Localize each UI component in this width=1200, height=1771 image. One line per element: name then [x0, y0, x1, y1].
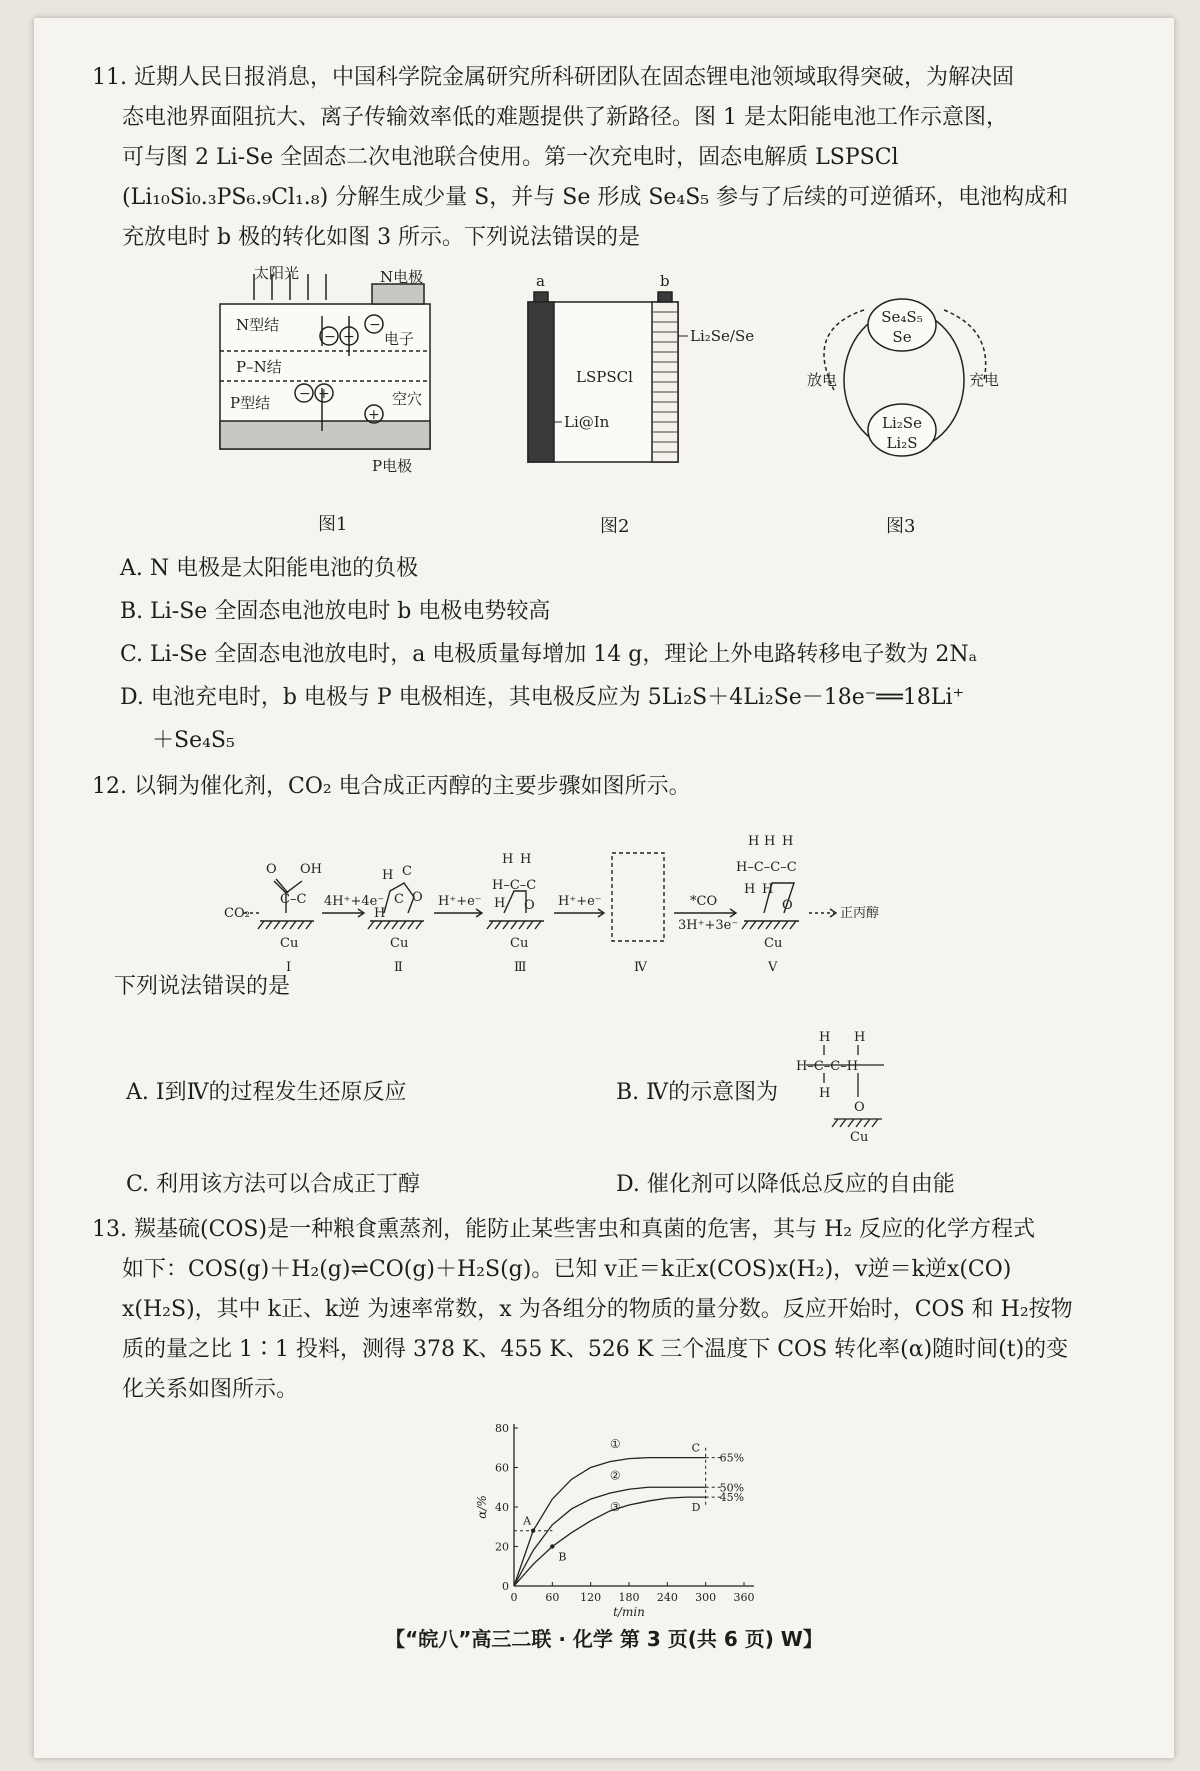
q12-reaction-scheme [224, 813, 1004, 983]
svg-text:H: H [782, 834, 794, 849]
fig2-a-label: a [536, 272, 545, 290]
x-tick-label: 300 [695, 1591, 717, 1604]
q12-option-c: C. 利用该方法可以合成正丁醇 [126, 1172, 421, 1197]
figure-2-caption: 图2 [600, 516, 630, 537]
svg-text:−: − [369, 317, 381, 333]
svg-text:H: H [494, 896, 506, 911]
annotation-point [550, 1544, 554, 1548]
q13-line: 如下：COS(g)＋H₂(g)⇌CO(g)＋H₂S(g)。已知 v正＝k正x(COS)x(H₂)，v逆＝k逆x(CO) [122, 1257, 1012, 1282]
y-axis-label: α/% [475, 1495, 489, 1519]
x-tick-label: 120 [580, 1591, 602, 1604]
fig1-n-electrode-label: N电极 [380, 268, 424, 286]
fig1-n-type-label: N型结 [236, 316, 280, 334]
series-label: ② [609, 1468, 621, 1483]
page-footer: 【“皖八”高三二联 · 化学 第 3 页(共 6 页) W】 [385, 1627, 823, 1651]
q12-label-v: Ⅴ [768, 960, 778, 975]
q12-cu-label: Cu [280, 936, 299, 951]
svg-text:H: H [520, 852, 532, 867]
exam-page [34, 18, 1174, 1758]
fig2-liin-label: Li@In [564, 413, 610, 431]
svg-text:H: H [744, 882, 756, 897]
svg-text:H: H [502, 852, 514, 867]
svg-text:−: − [324, 329, 336, 345]
x-tick-label: 360 [733, 1591, 755, 1604]
svg-text:+: + [318, 386, 330, 402]
q11-line: 态电池界面阻抗大、离子传输效率低的难题提供了新路径。图 1 是太阳能电池工作示意图， [122, 105, 1008, 130]
q12-option-a: A. Ⅰ到Ⅳ的过程发生还原反应 [126, 1080, 407, 1105]
svg-text:H: H [374, 906, 386, 921]
fig1-hole-label: 空穴 [392, 390, 423, 408]
q11-option-d-cont: ＋Se₄S₅ [152, 728, 235, 753]
q12-cu-label: Cu [510, 936, 529, 951]
svg-text:C: C [394, 892, 404, 907]
q11-line: 可与图 2 Li-Se 全固态二次电池联合使用。第一次充电时，固态电解质 LSPSCl [122, 145, 899, 170]
annotation-label: 50% [719, 1481, 745, 1495]
fig2-lspscl-label: LSPSCl [576, 368, 633, 386]
x-tick-label: 0 [510, 1591, 518, 1604]
svg-text:O: O [412, 890, 423, 905]
q12-step4a-label: *CO [690, 894, 718, 909]
svg-text:H: H [762, 882, 774, 897]
q12-step1-label: 4H⁺+4e⁻ [324, 894, 385, 909]
fig1-pn-label: P–N结 [236, 358, 282, 376]
svg-text:H–C–C–H: H–C–C–H [796, 1059, 859, 1074]
fig2-li2se-label: Li₂Se/Se [690, 327, 755, 345]
fig1-p-type-label: P型结 [230, 394, 271, 412]
q11-option-a: A. N 电极是太阳能电池的负极 [120, 556, 419, 581]
y-tick-label: 60 [495, 1461, 509, 1475]
q12-product-label: 正丙醇 [840, 906, 880, 921]
question-11-stem [92, 58, 1152, 258]
svg-text:C–C: C–C [280, 892, 307, 907]
q12-option-b: B. Ⅳ的示意图为 [616, 1080, 779, 1105]
fig3-discharge-label: 放电 [806, 371, 838, 389]
annotation-label: A [523, 1514, 532, 1528]
q12-step3-label: H⁺+e⁻ [558, 894, 602, 909]
y-tick-label: 40 [495, 1501, 509, 1514]
x-tick-label: 240 [656, 1591, 678, 1604]
series-label: ① [609, 1436, 621, 1451]
q12-label-iv: Ⅳ [634, 960, 647, 975]
svg-text:−: − [299, 386, 311, 402]
annotation-label: D [691, 1501, 701, 1515]
q12-option-d: D. 催化剂可以降低总反应的自由能 [616, 1172, 955, 1197]
fig3-li2se-label: Li₂Se [882, 414, 922, 432]
q11-line: 充放电时 b 极的转化如图 3 所示。下列说法错误的是 [122, 225, 641, 250]
q13-line: 质的量之比 1∶1 投料，测得 378 K、455 K、526 K 三个温度下 COS 转化率(α)随时间(t)的变 [122, 1337, 1069, 1362]
q11-line: (Li₁₀Si₀.₃PS₆.₉Cl₁.₈) 分解生成少量 S，并与 Se 形成 Se₄S₅ 参与了后续的可逆循环，电池构成和 [122, 185, 1069, 210]
q12-label-i: Ⅰ [286, 960, 292, 975]
svg-text:H–C–C–C: H–C–C–C [736, 860, 797, 875]
svg-text:H: H [764, 834, 776, 849]
x-tick-label: 180 [618, 1591, 640, 1604]
fig3-charge-label: 充电 [968, 371, 1000, 389]
figure-3-cycle [794, 270, 1014, 500]
fig1-p-electrode-label: P电极 [372, 457, 413, 475]
question-12-stem: 12. 以铜为催化剂，CO₂ 电合成正丙醇的主要步骤如图所示。 [92, 774, 691, 799]
fig1-sunlight-label: 太阳光 [254, 266, 300, 282]
q12-option-b-structure [794, 1023, 924, 1143]
q12-prompt: 下列说法错误的是 [114, 974, 291, 999]
svg-text:Cu: Cu [850, 1130, 869, 1143]
svg-text:+: + [368, 407, 380, 423]
q12-label-ii: Ⅱ [394, 960, 403, 975]
figure-1-solar-cell [214, 266, 459, 481]
q11-option-c: C. Li-Se 全固态电池放电时，a 电极质量每增加 14 g，理论上外电路转移电子数为 2Nₐ [120, 642, 978, 667]
svg-text:O: O [266, 862, 277, 877]
fig1-electron-label: 电子 [384, 330, 415, 348]
q12-co2-label: CO₂ [224, 906, 250, 921]
fig3-se4s5-label: Se₄S₅ [881, 308, 923, 326]
figure-3-caption: 图3 [886, 516, 916, 537]
figure-2-battery [522, 262, 762, 472]
annotation-label: 65% [719, 1451, 745, 1465]
q13-line: 化关系如图所示。 [122, 1377, 299, 1402]
annotation-label: B [558, 1550, 567, 1564]
svg-text:H–C–C: H–C–C [492, 878, 537, 893]
q13-line: x(H₂S)，其中 k正、k逆 为速率常数，x 为各组分的物质的量分数。反应开始时，COS 和 H₂按物 [122, 1297, 1073, 1322]
svg-text:H: H [748, 834, 760, 849]
annotation-point [531, 1529, 535, 1533]
fig3-li2s-label: Li₂S [886, 434, 918, 452]
q13-conversion-chart [474, 1416, 804, 1626]
svg-text:C: C [402, 864, 412, 879]
y-tick-label: 0 [502, 1580, 509, 1593]
svg-text:OH: OH [300, 862, 322, 877]
q11-option-b: B. Li-Se 全固态电池放电时 b 电极电势较高 [120, 599, 551, 624]
x-tick-label: 60 [545, 1591, 560, 1604]
figure-1-caption: 图1 [318, 514, 348, 535]
y-tick-label: 20 [495, 1540, 509, 1554]
q11-option-d: D. 电池充电时，b 电极与 P 电极相连，其电极反应为 5Li₂S＋4Li₂Se－18e⁻══18Li⁺ [120, 685, 965, 710]
annotation-label: C [691, 1441, 701, 1455]
q12-cu-label: Cu [764, 936, 783, 951]
svg-text:O: O [854, 1100, 865, 1115]
series-label: ③ [609, 1499, 621, 1514]
fig2-b-label: b [660, 272, 670, 290]
q11-line: 11. 近期人民日报消息，中国科学院金属研究所科研团队在固态锂电池领域取得突破，为解决固 [92, 65, 1014, 90]
q12-step4b-label: 3H⁺+3e⁻ [678, 918, 739, 933]
svg-text:H: H [854, 1030, 866, 1045]
svg-text:O: O [524, 898, 535, 913]
q12-cu-label: Cu [390, 936, 409, 951]
q12-step2-label: H⁺+e⁻ [438, 894, 482, 909]
x-axis-label: t/min [613, 1605, 645, 1619]
annotation-label: 45% [719, 1491, 745, 1505]
fig3-se-label: Se [892, 328, 912, 346]
svg-text:O: O [782, 898, 793, 913]
svg-text:H: H [819, 1086, 831, 1101]
svg-text:+: + [343, 329, 355, 345]
question-13-stem [92, 1210, 1152, 1410]
svg-text:H: H [819, 1030, 831, 1045]
svg-text:H: H [382, 868, 394, 883]
y-tick-label: 80 [495, 1422, 509, 1435]
q12-label-iii: Ⅲ [514, 960, 527, 975]
q13-line: 13. 羰基硫(COS)是一种粮食熏蒸剂，能防止某些害虫和真菌的危害，其与 H₂ 反应的化学方程式 [92, 1217, 1036, 1242]
